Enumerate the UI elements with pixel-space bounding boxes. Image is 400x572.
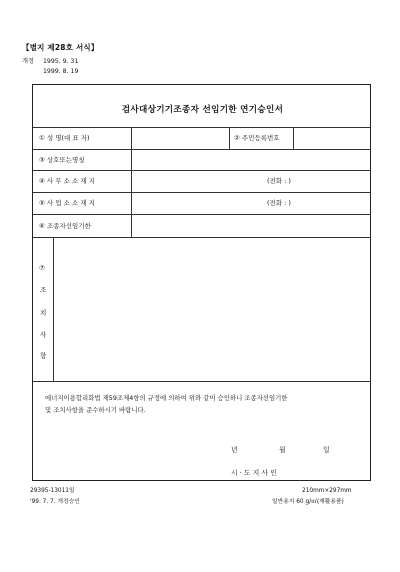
divider bbox=[33, 381, 370, 382]
business-name-label: ③ 상호또는명칭 bbox=[39, 156, 85, 164]
deadline-label: ⑥ 조종자선임기한 bbox=[39, 222, 91, 230]
paper-spec: 일반용지 60 g/㎡(재활용품) bbox=[272, 499, 344, 505]
revision-date-2: 1999. 8. 19 bbox=[43, 68, 79, 75]
measures-char: 사 bbox=[40, 331, 47, 339]
paper-size: 210mm×297mm bbox=[302, 488, 352, 494]
column-divider bbox=[293, 127, 294, 149]
divider bbox=[33, 149, 370, 150]
column-divider bbox=[53, 237, 54, 381]
approval-note: '99. 7. 7. 개정승인 bbox=[30, 499, 80, 505]
divider bbox=[33, 214, 370, 215]
measures-char: 치 bbox=[40, 309, 47, 317]
divider bbox=[33, 237, 370, 238]
notice-line-2: 및 조치사항을 준수하시기 바랍니다. bbox=[45, 406, 146, 414]
workplace-address-label: ⑤ 사 업 소 소 재 지 bbox=[39, 199, 95, 207]
date-month: 월 bbox=[279, 446, 286, 454]
revision-date-1: 1995. 9. 31 bbox=[43, 58, 79, 65]
form-frame bbox=[32, 84, 371, 481]
measures-char: 항 bbox=[40, 352, 47, 360]
divider bbox=[33, 170, 370, 171]
form-number-label: 【별지 제28호 서식】 bbox=[22, 43, 99, 52]
date-year: 년 bbox=[231, 446, 238, 454]
column-divider bbox=[229, 127, 230, 149]
office-address-label: ④ 사 무 소 소 재 지 bbox=[39, 177, 95, 185]
workplace-phone: (전화 : ) bbox=[267, 199, 291, 207]
measures-number: ⑦ bbox=[39, 264, 45, 272]
name-label: ① 성 명(대 표 자) bbox=[39, 134, 90, 142]
notice-line-1: 에너지이용합리화법 제59조제4항의 규정에 의하여 위와 같이 승인하니 조종자선임기한 bbox=[45, 394, 288, 402]
office-phone: (전화 : ) bbox=[267, 177, 291, 185]
revision-label: 개정 bbox=[22, 58, 34, 65]
divider bbox=[33, 192, 370, 193]
measures-char: 조 bbox=[40, 286, 47, 294]
document-title: 검사대상기기조종자 선임기한 연기승인서 bbox=[121, 105, 284, 115]
form-code: 29395-13011일 bbox=[30, 488, 75, 494]
column-divider bbox=[131, 127, 132, 237]
date-day: 일 bbox=[323, 446, 330, 454]
resident-number-label: ② 주민등록번호 bbox=[234, 134, 280, 142]
signer-line: 시 · 도 지 사 인 bbox=[231, 469, 277, 477]
divider bbox=[33, 127, 370, 128]
